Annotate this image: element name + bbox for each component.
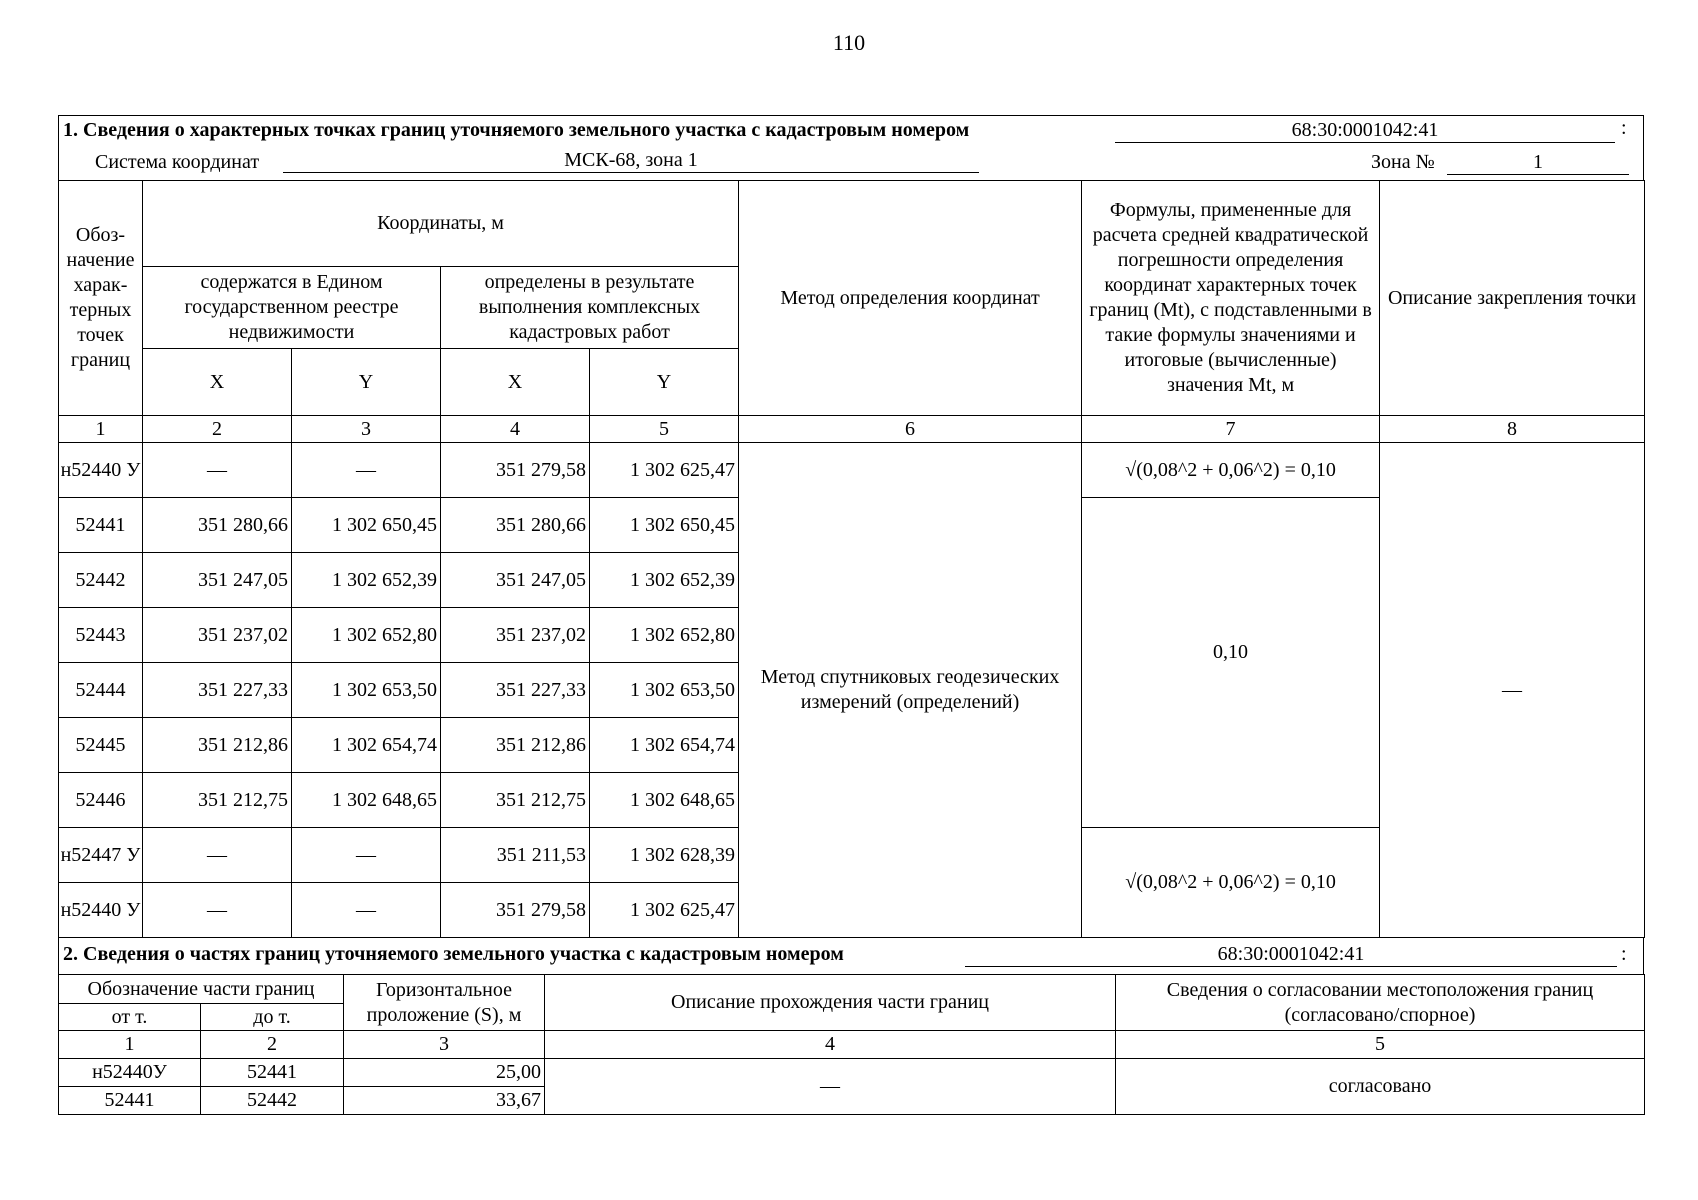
point-id: 52446 (59, 773, 143, 828)
col-number: 5 (1116, 1031, 1645, 1059)
y-registry: — (292, 828, 441, 883)
y-determined: 1 302 628,39 (590, 828, 739, 883)
zone-label: Зона № (1371, 151, 1435, 173)
header-x1: X (143, 349, 292, 416)
header-agreement: Сведения о согласовании местоположения границ (согласовано/спорное) (1116, 975, 1645, 1031)
y-registry: 1 302 653,50 (292, 663, 441, 718)
header-passage: Описание прохождения части границ (545, 975, 1116, 1031)
point-id: 52445 (59, 718, 143, 773)
header-in-registry: содержатся в Едином государственном реестре недвижимости (143, 267, 441, 349)
x-registry: 351 247,05 (143, 553, 292, 608)
col-number: 5 (590, 416, 739, 443)
x-determined: 351 212,86 (441, 718, 590, 773)
y-registry: 1 302 648,65 (292, 773, 441, 828)
y-determined: 1 302 625,47 (590, 883, 739, 938)
description-value: — (1380, 443, 1645, 938)
y-determined: 1 302 625,47 (590, 443, 739, 498)
point-id: 52444 (59, 663, 143, 718)
point-id: 52442 (59, 553, 143, 608)
x-registry: 351 237,02 (143, 608, 292, 663)
method-value: Метод спутниковых геодезических измерений (определений) (739, 443, 1082, 938)
column-numbers-row (59, 416, 1645, 443)
col-number: 1 (59, 416, 143, 443)
header-coordinates: Координаты, м (143, 181, 739, 267)
agreement-value: согласовано (1116, 1059, 1645, 1115)
col-number: 8 (1380, 416, 1645, 443)
col-number: 2 (143, 416, 292, 443)
formula-last: √(0,08^2 + 0,06^2) = 0,10 (1082, 828, 1380, 938)
header-horizontal: Горизонтальное проложение (S), м (344, 975, 545, 1031)
header-description: Описание закрепления точки (1380, 181, 1645, 416)
section2-header (58, 938, 1644, 974)
table-row (59, 443, 1645, 498)
header-to: до т. (201, 1004, 344, 1031)
y-registry: — (292, 443, 441, 498)
y-registry: — (292, 883, 441, 938)
point-id: н52440 У (59, 883, 143, 938)
x-registry: 351 280,66 (143, 498, 292, 553)
x-registry: — (143, 828, 292, 883)
y-determined: 1 302 650,45 (590, 498, 739, 553)
y-registry: 1 302 650,45 (292, 498, 441, 553)
section1-title: 1. Сведения о характерных точках границ уточняемого земельного участка с кадастровым номером (63, 119, 970, 141)
point-id: 52443 (59, 608, 143, 663)
y-determined: 1 302 653,50 (590, 663, 739, 718)
cadastral-document (58, 115, 1644, 1115)
x-registry: 351 212,75 (143, 773, 292, 828)
col-number: 3 (344, 1031, 545, 1059)
point-id: н52447 У (59, 828, 143, 883)
x-determined: 351 237,02 (441, 608, 590, 663)
section1-header (58, 115, 1644, 180)
section1-cadastral-number: 68:30:0001042:41 (1115, 118, 1615, 143)
zone-value: 1 (1447, 150, 1629, 175)
x-determined: 351 212,75 (441, 773, 590, 828)
coord-system-label: Система координат (95, 151, 260, 173)
passage-value: — (545, 1059, 1116, 1115)
header-from: от т. (59, 1004, 201, 1031)
y-determined: 1 302 648,65 (590, 773, 739, 828)
col-number: 2 (201, 1031, 344, 1059)
part-to: 52442 (201, 1087, 344, 1115)
parts-table (58, 974, 1645, 1115)
x-determined: 351 280,66 (441, 498, 590, 553)
col-number: 3 (292, 416, 441, 443)
part-to: 52441 (201, 1059, 344, 1087)
header-determined: определены в результате выполнения комплексных кадастровых работ (441, 267, 739, 349)
header-designation: Обоз-начение харак-терных точек границ (59, 181, 143, 416)
x-determined: 351 211,53 (441, 828, 590, 883)
y-determined: 1 302 654,74 (590, 718, 739, 773)
formula-middle: 0,10 (1082, 498, 1380, 828)
point-id: н52440 У (59, 443, 143, 498)
header-y2: Y (590, 349, 739, 416)
part-length: 25,00 (344, 1059, 545, 1087)
header-x2: X (441, 349, 590, 416)
col-number: 1 (59, 1031, 201, 1059)
col-number: 4 (545, 1031, 1116, 1059)
coord-system-value: МСК-68, зона 1 (283, 148, 979, 173)
points-table (58, 180, 1645, 938)
header-method: Метод определения координат (739, 181, 1082, 416)
x-determined: 351 247,05 (441, 553, 590, 608)
col-number: 6 (739, 416, 1082, 443)
x-determined: 351 279,58 (441, 443, 590, 498)
point-id: 52441 (59, 498, 143, 553)
table-row (59, 1059, 1645, 1087)
x-registry: — (143, 443, 292, 498)
page-number: 110 (832, 30, 866, 55)
y-registry: 1 302 652,80 (292, 608, 441, 663)
column-numbers-row (59, 1031, 1645, 1059)
header-y1: Y (292, 349, 441, 416)
x-determined: 351 227,33 (441, 663, 590, 718)
col-number: 7 (1082, 416, 1380, 443)
x-registry: 351 212,86 (143, 718, 292, 773)
y-determined: 1 302 652,39 (590, 553, 739, 608)
col-number: 4 (441, 416, 590, 443)
y-determined: 1 302 652,80 (590, 608, 739, 663)
x-registry: 351 227,33 (143, 663, 292, 718)
y-registry: 1 302 652,39 (292, 553, 441, 608)
part-from: н52440У (59, 1059, 201, 1087)
x-determined: 351 279,58 (441, 883, 590, 938)
x-registry: — (143, 883, 292, 938)
part-from: 52441 (59, 1087, 201, 1115)
header-part-designation: Обозначение части границ (59, 975, 344, 1004)
y-registry: 1 302 654,74 (292, 718, 441, 773)
section2-title: 2. Сведения о частях границ уточняемого земельного участка с кадастровым номером (63, 943, 844, 965)
section2-colon: : (1621, 943, 1627, 965)
formula-first: √(0,08^2 + 0,06^2) = 0,10 (1082, 443, 1380, 498)
section1-colon: : (1621, 117, 1627, 139)
section2-cadastral-number: 68:30:0001042:41 (965, 942, 1617, 967)
header-formulas: Формулы, примененные для расчета средней квадратической погрешности определения координат характерных точек границ (Mt), с подставленными в такие формулы значениями и итоговые (вычисленные) значения Mt, м (1082, 181, 1380, 416)
part-length: 33,67 (344, 1087, 545, 1115)
